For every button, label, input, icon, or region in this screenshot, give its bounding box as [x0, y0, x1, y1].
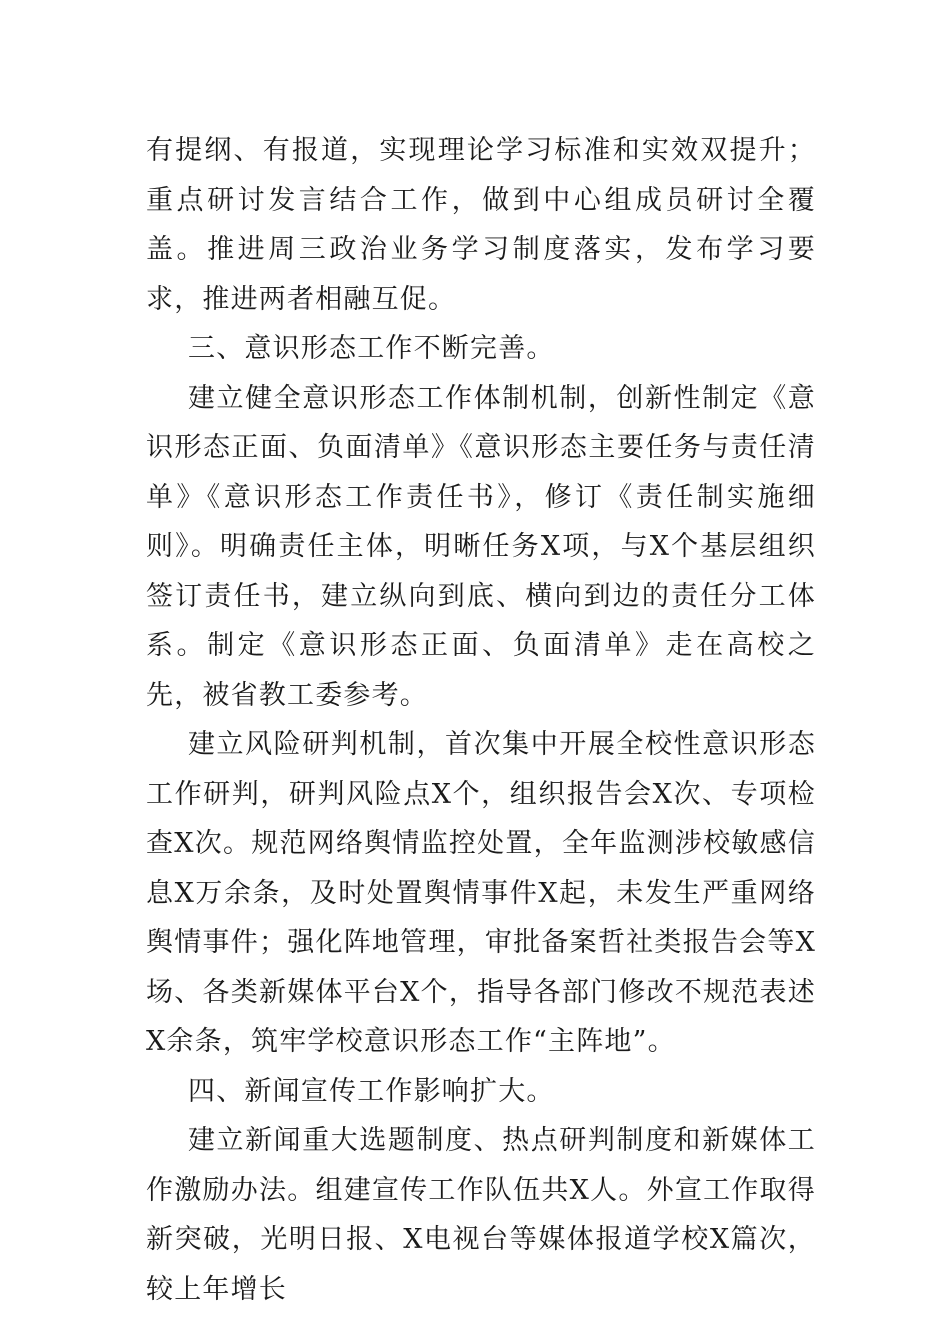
- document-body: [146, 126, 816, 1314]
- section-heading-3: 三、意识形态工作不断完善。: [188, 333, 555, 364]
- paragraph-continued: 有提纲、有报道，实现理论学习标准和实效双提升；重点研讨发言结合工作，做到中心组成员研讨全覆盖。推进周三政治业务学习制度落实，发布学习要求，推进两者相融互促。: [146, 135, 816, 315]
- paragraph-ideology-system: 建立健全意识形态工作体制机制，创新性制定《意识形态正面、负面清单》《意识形态主要任务与责任清单》《意识形态工作责任书》，修订《责任制实施细则》。明确责任主体，明晰任务X项，与X个基层组织签订责任书，建立纵向到底、横向到边的责任分工体系。制定《意识形态正面、负面清单》走在高校之先，被省教工委参考。: [146, 382, 816, 711]
- paragraph-news-publicity: 建立新闻重大选题制度、热点研判制度和新媒体工作激励办法。组建宣传工作队伍共X人。外宣工作取得新突破，光明日报、X电视台等媒体报道学校X篇次，较上年增长: [146, 1125, 816, 1305]
- paragraph-risk-assessment: 建立风险研判机制，首次集中开展全校性意识形态工作研判，研判风险点X个，组织报告会X次、专项检查X次。规范网络舆情监控处置，全年监测涉校敏感信息X万余条，及时处置舆情事件X起，未发生严重网络舆情事件；强化阵地管理，审批备案哲社类报告会等X场、各类新媒体平台X个，指导各部门修改不规范表述X余条，筑牢学校意识形态工作“主阵地”。: [146, 729, 816, 1057]
- section-heading-4: 四、新闻宣传工作影响扩大。: [188, 1075, 555, 1107]
